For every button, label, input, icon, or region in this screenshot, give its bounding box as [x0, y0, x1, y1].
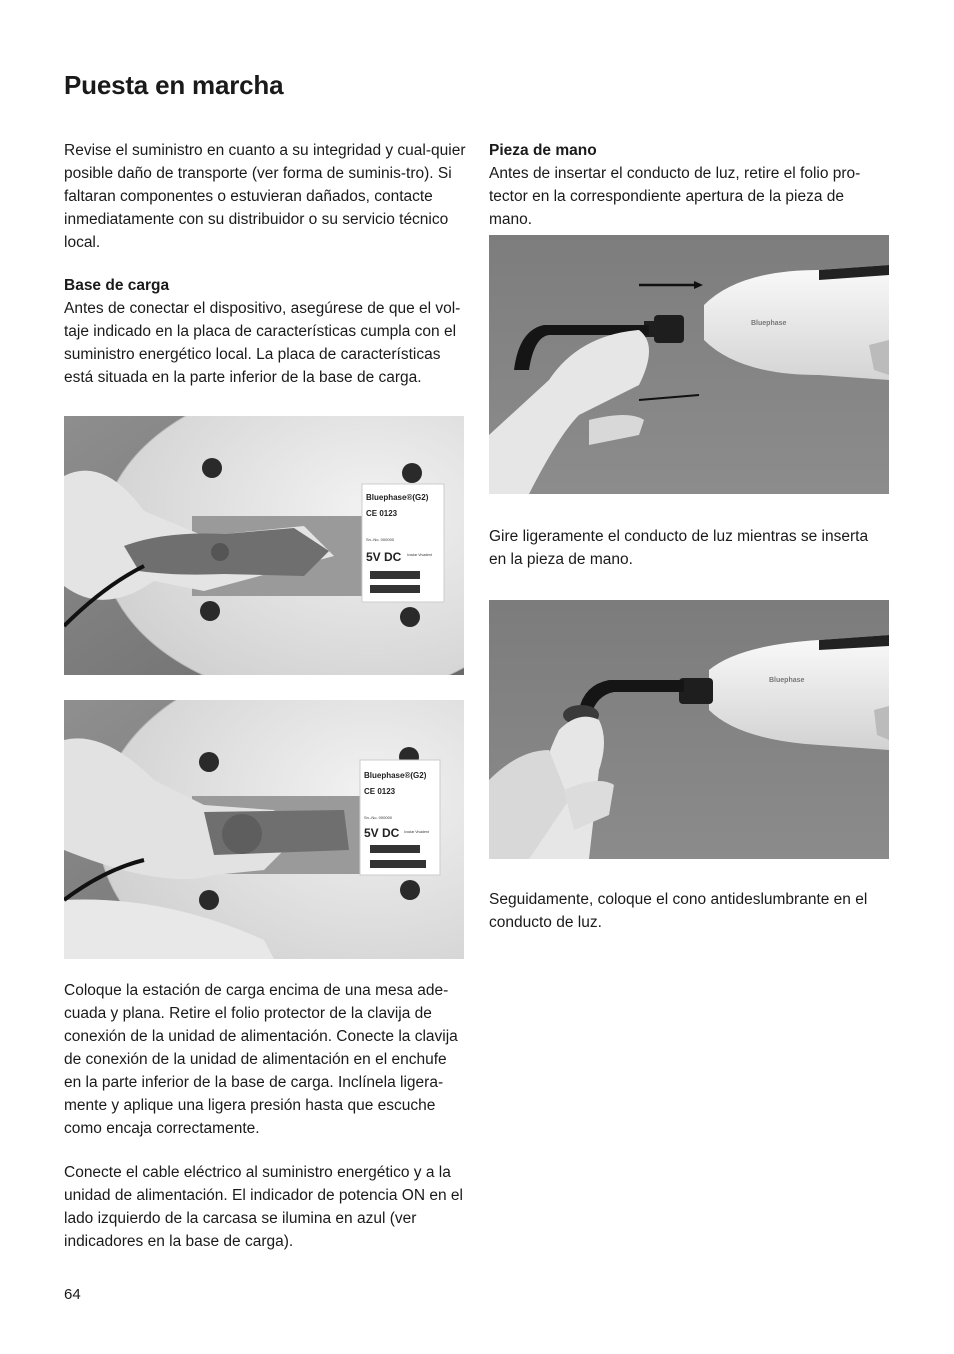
page-title: Puesta en marcha: [64, 70, 284, 100]
label-voltage: 5V DC: [364, 826, 400, 840]
base-heading: Base de carga: [64, 277, 170, 294]
charging-base-photo-1: [64, 416, 464, 675]
charging-base-photo-2: [64, 700, 464, 959]
label-sn: Sn.-No. 000000: [366, 537, 395, 542]
pieza-text: Antes de insertar el conducto de luz, retire el folio pro-tector en la correspondiente apertura de la pieza de mano.: [489, 165, 861, 228]
handpiece-brand: Bluephase: [769, 677, 805, 684]
placement-paragraph: [64, 979, 468, 1140]
power-text: Conecte el cable eléctrico al suministro energético y a la unidad de alimentación. El indicador de potencia ON en el lado izquierdo de la carcasa se ilumina en azul (ver indicadores en la base de carga).: [64, 1164, 463, 1250]
label-sn: Sn.-No. 000000: [364, 815, 393, 820]
label-ce: CE 0123: [364, 787, 396, 796]
label-voltage: 5V DC: [366, 550, 402, 564]
pieza-section: [489, 139, 889, 231]
intro-text: Revise el suministro en cuanto a su integridad y cual-quier posible daño de transporte (ver forma de suminis-tro). Si faltaran componentes o estuvieran dañados, contacte inmediatamente con su distribuidor o su servicio técnico local.: [64, 142, 466, 251]
handpiece-photo-2: [489, 600, 889, 859]
gire-text: Gire ligeramente el conducto de luz mientras se inserta en la pieza de mano.: [489, 528, 869, 568]
label-ce: CE 0123: [366, 509, 398, 518]
pieza-heading: Pieza de mano: [489, 142, 597, 159]
handpiece-photo-1: [489, 235, 889, 494]
segui-text: Seguidamente, coloque el cono antideslumbrante en el conducto de luz.: [489, 891, 868, 931]
label-brand: Bluephase®(G2): [366, 493, 429, 502]
segui-paragraph: [489, 888, 889, 934]
label-maker: Ivoclar Vivadent: [407, 553, 432, 557]
base-section: [64, 274, 468, 389]
placement-text: Coloque la estación de carga encima de una mesa ade-cuada y plana. Retire el folio protector de la clavija de conexión de la unidad de alimentación. Conecte la clavija de conexión de la unidad de alimentación en el enchufe en la parte inferior de la base de carga. Inclínela ligera-mente y aplique una ligera presión hasta que escuche como encaja correctamente.: [64, 982, 458, 1137]
handpiece-brand: Bluephase: [751, 320, 787, 327]
power-paragraph: [64, 1161, 468, 1253]
gire-paragraph: [489, 525, 889, 571]
intro-paragraph: [64, 139, 468, 254]
label-maker: Ivoclar Vivadent: [404, 830, 429, 834]
page-number: 64: [64, 1286, 81, 1303]
label-brand: Bluephase®(G2): [364, 771, 427, 780]
base-text: Antes de conectar el dispositivo, asegúrese de que el vol-taje indicado en la placa de características cumpla con el suministro energético local. La placa de características está situada en la parte inferior de la base de carga.: [64, 300, 461, 386]
